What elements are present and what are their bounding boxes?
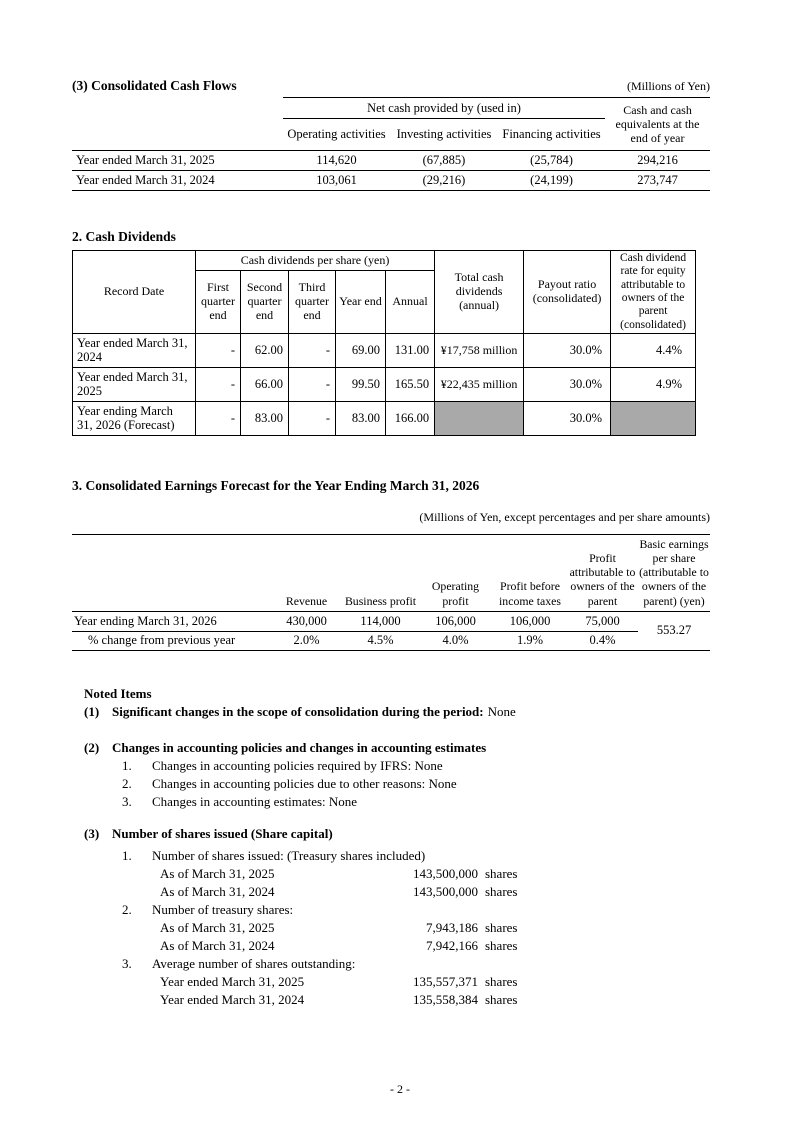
second-quarter-cell: 62.00 [241, 333, 289, 367]
cash-dividends-title: 2. Cash Dividends [72, 229, 176, 244]
second-quarter-cell: 83.00 [241, 401, 289, 435]
share-row-value: 135,557,371 [413, 973, 478, 989]
record-date-header: Record Date [73, 251, 196, 334]
table-row [73, 333, 696, 367]
third-quarter-cell: - [289, 367, 336, 401]
payout-ratio-cell: 30.0% [524, 367, 611, 401]
forecast-unit-note-row [72, 508, 710, 526]
share-row-value: 143,500,000 [413, 883, 478, 899]
value-cell: 103,061 [283, 171, 390, 191]
value-cell: 294,216 [605, 151, 710, 171]
table-row [72, 631, 710, 650]
table-row [73, 401, 696, 435]
third-quarter-cell: - [289, 333, 336, 367]
note-item-2 [84, 739, 710, 757]
share-row [160, 865, 710, 883]
value-cell: (24,199) [498, 171, 605, 191]
share-row-value: 7,942,166 [426, 937, 478, 953]
value-cell: 4.5% [343, 631, 418, 650]
cash-flows-title-row [72, 78, 710, 94]
annual-cell: 166.00 [386, 401, 435, 435]
annual-header: Annual [386, 271, 435, 334]
list-text: Changes in accounting policies required by IFRS: None [152, 757, 443, 773]
table-row [72, 151, 710, 171]
value-cell: 1.9% [493, 631, 567, 650]
value-cell: (67,885) [390, 151, 498, 171]
share-row-value: 143,500,000 [413, 865, 478, 881]
note-value: None [487, 703, 516, 719]
record-date-cell: Year ending March 31, 2026 (Forecast) [73, 401, 196, 435]
basic-eps-cell: 553.27 [638, 611, 710, 650]
share-row-value: 135,558,384 [413, 991, 478, 1007]
share-row-unit: shares [485, 973, 518, 989]
investing-activities-header: Investing activities [396, 127, 492, 142]
profit-attributable-header: Profit attributable to owners of the parent [567, 534, 638, 611]
cash-dividends-table [72, 250, 696, 436]
share-group-heading [122, 901, 710, 919]
row-label: % change from previous year [72, 631, 270, 650]
note-marker: (2) [84, 739, 100, 755]
record-date-cell: Year ended March 31, 2024 [73, 333, 196, 367]
third-quarter-header: Third quarter end [289, 271, 336, 334]
year-end-cell: 83.00 [336, 401, 386, 435]
value-cell: 114,000 [343, 611, 418, 631]
share-row [160, 937, 710, 955]
value-cell: 273,747 [605, 171, 710, 191]
share-row-unit: shares [485, 937, 518, 953]
group-label: Number of shares issued: (Treasury shares included) [152, 847, 426, 863]
annual-cell: 131.00 [386, 333, 435, 367]
table-row [72, 534, 710, 611]
note-label: Significant changes in the scope of consolidation during the period: [112, 703, 484, 719]
list-text: Changes in accounting estimates: None [152, 793, 358, 809]
share-row [160, 973, 710, 991]
dividend-rate-cell: 4.4% [611, 333, 696, 367]
value-cell: (25,784) [498, 151, 605, 171]
share-row-unit: shares [485, 919, 518, 935]
payout-ratio-cell: 30.0% [524, 401, 611, 435]
noted-items-section [84, 685, 710, 1009]
second-quarter-cell: 66.00 [241, 367, 289, 401]
basic-eps-header: Basic earnings per share (attributable to owners of the parent) (yen) [638, 534, 710, 611]
payout-ratio-cell: 30.0% [524, 333, 611, 367]
value-cell: 106,000 [418, 611, 493, 631]
total-dividends-cell-masked [435, 401, 524, 435]
share-group-heading [122, 955, 710, 973]
share-row [160, 919, 710, 937]
share-row-label: Year ended March 31, 2024 [160, 991, 305, 1007]
noted-items-title: Noted Items [84, 685, 152, 701]
share-row-unit: shares [485, 865, 518, 881]
list-item [122, 757, 710, 775]
share-row-value: 7,943,186 [426, 919, 478, 935]
share-row-unit: shares [485, 991, 518, 1007]
table-row [73, 251, 696, 271]
share-row-label: As of March 31, 2025 [160, 865, 275, 881]
list-number: 1. [122, 757, 132, 773]
share-row-label: As of March 31, 2025 [160, 919, 275, 935]
group-label: Average number of shares outstanding: [152, 955, 356, 971]
earnings-forecast-section [72, 478, 710, 651]
cash-flows-unit-note: (Millions of Yen) [626, 79, 710, 93]
table-row [72, 611, 710, 631]
dividends-per-share-group-header: Cash dividends per share (yen) [196, 251, 435, 271]
table-row [72, 98, 710, 119]
list-number: 1. [122, 847, 132, 863]
share-row [160, 991, 710, 1009]
first-quarter-header: First quarter end [196, 271, 241, 334]
cash-dividends-section [72, 229, 710, 436]
empty-cell [72, 119, 283, 151]
share-row [160, 883, 710, 901]
total-dividends-cell: ¥17,758 million [435, 333, 524, 367]
row-label: Year ended March 31, 2025 [72, 151, 283, 171]
cash-flows-title: (3) Consolidated Cash Flows [72, 78, 237, 93]
total-dividends-header: Total cash dividends (annual) [435, 251, 524, 334]
dividend-rate-header: Cash dividend rate for equity attributable to owners of the parent (consolidated) [611, 251, 696, 334]
operating-activities-header: Operating activities [287, 127, 386, 142]
value-cell: 75,000 [567, 611, 638, 631]
list-number: 2. [122, 775, 132, 791]
list-number: 2. [122, 901, 132, 917]
empty-cell [72, 98, 283, 119]
value-cell: 0.4% [567, 631, 638, 650]
payout-ratio-header: Payout ratio (consolidated) [524, 251, 611, 334]
note-marker: (3) [84, 825, 100, 841]
first-quarter-cell: - [196, 401, 241, 435]
year-end-cell: 99.50 [336, 367, 386, 401]
total-dividends-cell: ¥22,435 million [435, 367, 524, 401]
value-cell: 114,620 [283, 151, 390, 171]
share-row-label: As of March 31, 2024 [160, 937, 275, 953]
note-item-1 [84, 703, 710, 721]
value-cell: 4.0% [418, 631, 493, 650]
share-row-label: As of March 31, 2024 [160, 883, 275, 899]
page-number: - 2 - [390, 1082, 410, 1096]
business-profit-header: Business profit [343, 534, 418, 611]
earnings-forecast-title: 3. Consolidated Earnings Forecast for the Year Ending March 31, 2026 [72, 477, 480, 493]
third-quarter-cell: - [289, 401, 336, 435]
table-row [73, 367, 696, 401]
list-number: 3. [122, 955, 132, 971]
year-end-header: Year end [336, 271, 386, 334]
note-item-3 [84, 825, 710, 843]
second-quarter-header: Second quarter end [241, 271, 289, 334]
record-date-cell: Year ended March 31, 2025 [73, 367, 196, 401]
list-item [122, 793, 710, 811]
cash-flows-table [72, 97, 710, 191]
forecast-unit-note: (Millions of Yen, except percentages and per share amounts) [419, 509, 710, 524]
cash-flows-section [72, 78, 710, 191]
note-marker: (1) [84, 703, 100, 719]
share-row-label: Year ended March 31, 2025 [160, 973, 305, 989]
value-cell: 430,000 [270, 611, 343, 631]
list-item [122, 775, 710, 793]
annual-cell: 165.50 [386, 367, 435, 401]
revenue-header: Revenue [270, 534, 343, 611]
row-label: Year ending March 31, 2026 [72, 611, 270, 631]
group-label: Number of treasury shares: [152, 901, 294, 917]
cash-equivalents-header: Cash and cash equivalents at the end of year [605, 98, 710, 151]
dividend-rate-cell-masked [611, 401, 696, 435]
share-row-unit: shares [485, 883, 518, 899]
value-cell: 106,000 [493, 611, 567, 631]
note-label: Number of shares issued (Share capital) [112, 825, 333, 841]
first-quarter-cell: - [196, 333, 241, 367]
value-cell: 2.0% [270, 631, 343, 650]
net-cash-group-header: Net cash provided by (used in) [283, 98, 605, 119]
first-quarter-cell: - [196, 367, 241, 401]
earnings-forecast-table [72, 534, 710, 651]
empty-cell [72, 534, 270, 611]
share-group-heading [122, 847, 710, 865]
profit-before-taxes-header: Profit before income taxes [493, 534, 567, 611]
operating-profit-header: Operating profit [418, 534, 493, 611]
list-text: Changes in accounting policies due to other reasons: None [152, 775, 457, 791]
list-number: 3. [122, 793, 132, 809]
note-label: Changes in accounting policies and changes in accounting estimates [112, 739, 487, 755]
financing-activities-header: Financing activities [502, 127, 601, 142]
year-end-cell: 69.00 [336, 333, 386, 367]
table-row [72, 171, 710, 191]
dividend-rate-cell: 4.9% [611, 367, 696, 401]
value-cell: (29,216) [390, 171, 498, 191]
row-label: Year ended March 31, 2024 [72, 171, 283, 191]
